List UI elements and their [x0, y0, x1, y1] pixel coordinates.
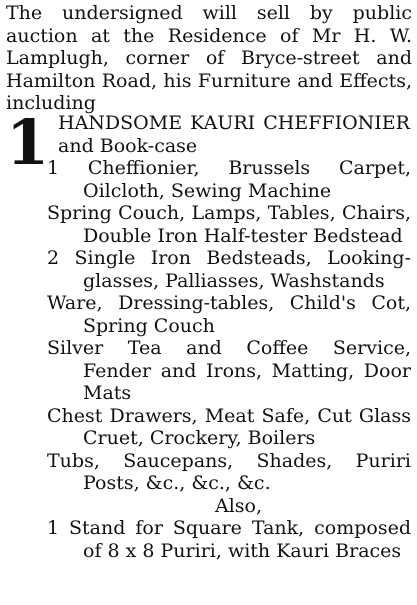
list-item: Ware, Dressing-tables, Child's Cot, Spring Couch: [47, 292, 411, 337]
also-heading: Also,: [214, 494, 263, 517]
list-item: 1 Cheffionier, Brussels Carpet, Oilcloth, Sewing Machine: [47, 157, 411, 202]
items-list: [0, 157, 417, 562]
intro-paragraph: The undersigned will sell by public auction at the Residence of Mr H. W. Lamplugh, corner of Bryce-street and Hamilton Road, his Furniture and Effects, including: [6, 2, 412, 114]
list-item: Chest Drawers, Meat Safe, Cut Glass Cruet, Crockery, Boilers: [47, 404, 411, 449]
list-item: Silver Tea and Coffee Service, Fender and Irons, Matting, Door Mats: [47, 337, 411, 404]
list-item: 2 Single Iron Bedsteads, Looking-glasses, Palliasses, Washstands: [47, 247, 411, 292]
list-item: Spring Couch, Lamps, Tables, Chairs, Double Iron Half-tester Bedstead: [47, 202, 411, 247]
list-item: Tubs, Saucepans, Shades, Puriri Posts, &c., &c., &c.: [47, 449, 411, 494]
final-list-item: 1 Stand for Square Tank, composed of 8 x 8 Puriri, with Kauri Braces: [47, 517, 411, 562]
drop-cap-numeral: 1: [6, 106, 50, 179]
lead-item: HANDSOME KAURI CHEFFIONIER and Book-case: [58, 112, 410, 157]
